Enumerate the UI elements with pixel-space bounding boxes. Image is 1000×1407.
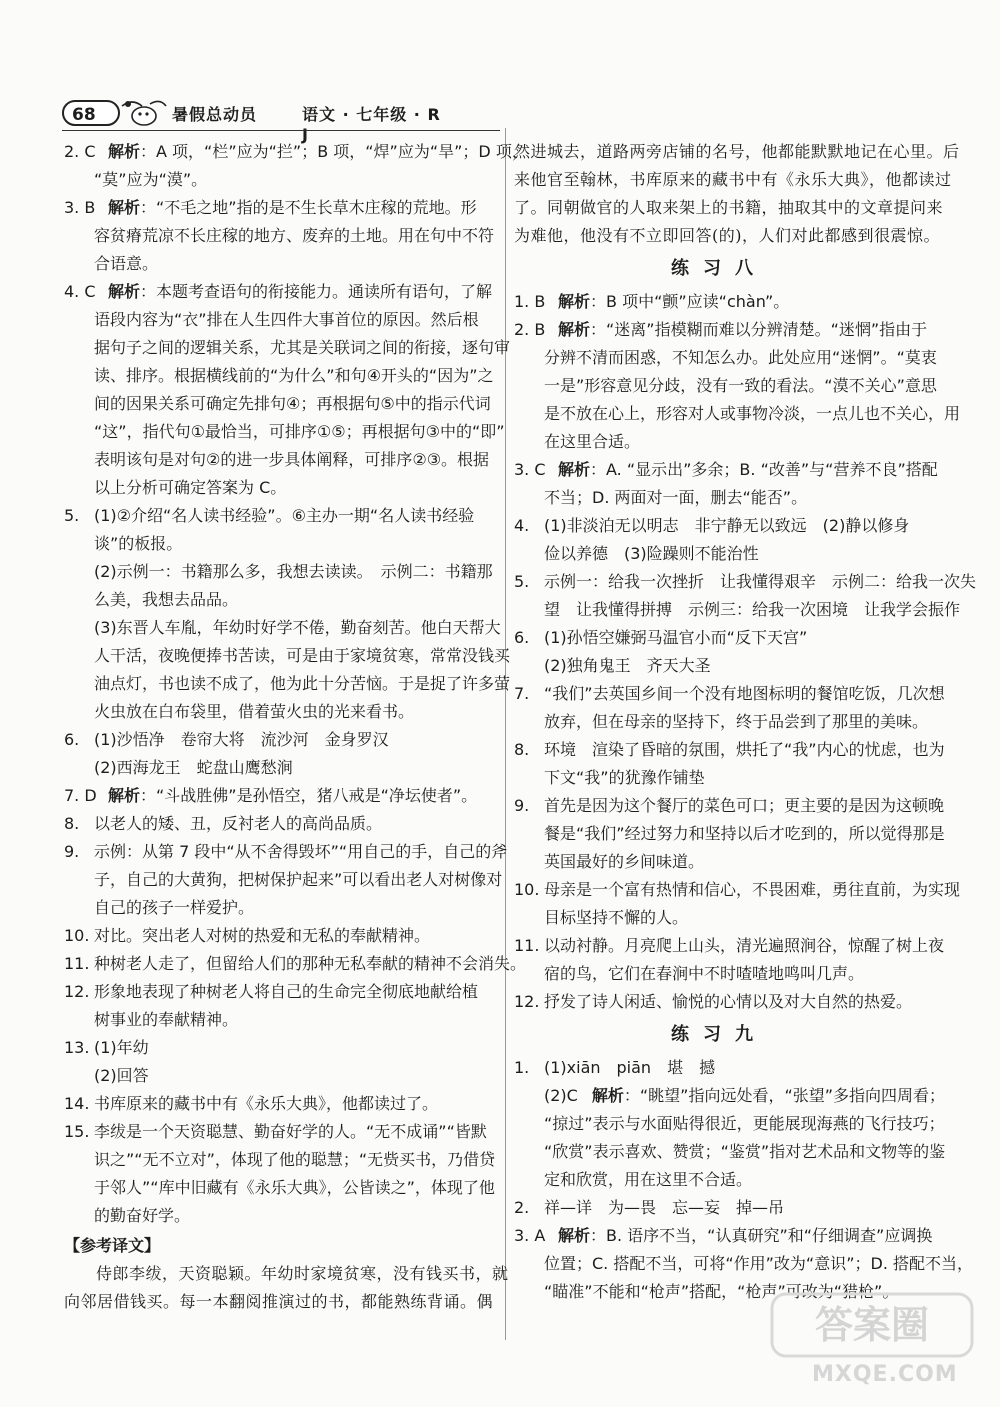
answer-text: 在这里合适。 bbox=[544, 432, 641, 451]
answer-item bbox=[514, 988, 924, 1016]
item-number: 9. bbox=[64, 842, 80, 861]
answer-text: 人干活，夜晚便捧书苦读，可是由于家境贫寒，常常没钱买 bbox=[94, 646, 511, 665]
item-number: 7. D bbox=[64, 786, 97, 805]
answer-text: (1)年幼 bbox=[94, 1038, 149, 1057]
reference-translation bbox=[64, 1260, 509, 1316]
answer-text: (2)回答 bbox=[94, 1066, 149, 1085]
answer-text: ：“迷离”指模糊而难以分辨清楚。“迷惘”指由于 bbox=[590, 320, 928, 339]
answer-text: ：A. “显示出”多余；B. “改善”与“营养不良”搭配 bbox=[590, 460, 938, 479]
page-header bbox=[62, 96, 452, 144]
analysis-label: 解析 bbox=[108, 142, 141, 161]
answer-text: 子，自己的大黄狗，把树保护起来”可以看出老人对树像对 bbox=[94, 870, 503, 889]
answer-text: 表明该句是对句②的进一步具体阐释，可排序②③。根据 bbox=[94, 450, 490, 469]
item-number: 13. bbox=[64, 1038, 90, 1057]
answer-text: 的勤奋好学。 bbox=[94, 1206, 191, 1225]
analysis-label: 解析 bbox=[108, 786, 141, 805]
answer-text: “欣赏”表示喜欢、赞赏；“鉴赏”指对艺术品和文物等的鉴 bbox=[544, 1142, 946, 1161]
answer-text: 母亲是一个富有热情和信心，不畏困难，勇往直前，为实现 bbox=[544, 880, 961, 899]
reference-translation-title: 【参考译文】 bbox=[64, 1236, 161, 1255]
answer-text: ：B 项中“颤”应读“chàn”。 bbox=[590, 292, 790, 311]
translation-text: 然进城去，道路两旁店铺的名号，他都能默默地记在心里。后 bbox=[514, 142, 960, 161]
answer-text: (1)沙悟净 卷帘大将 流沙河 金身罗汉 bbox=[94, 730, 389, 749]
answer-text: 抒发了诗人闲适、愉悦的心情以及对大自然的热爱。 bbox=[544, 992, 913, 1011]
answer-text: (1)孙悟空嫌弼马温官小而“反下天宫” bbox=[544, 628, 808, 647]
answer-text: “莫”应为“漠”。 bbox=[94, 170, 208, 189]
answer-text: 书库原来的藏书中有《永乐大典》，他都读过了。 bbox=[94, 1094, 439, 1113]
translation-text: 为难他，他没有不立即回答(的)，人们对此都感到很震惊。 bbox=[514, 226, 940, 245]
header-rule bbox=[62, 130, 500, 131]
answer-item bbox=[64, 1118, 496, 1230]
item-number: 4. C bbox=[64, 282, 96, 301]
item-number: 8. bbox=[64, 814, 80, 833]
answer-text: 油点灯，书也读不成了，他为此十分苦恼。于是捉了许多萤 bbox=[94, 674, 511, 693]
answer-line bbox=[544, 456, 938, 484]
answer-text: 李绂是一个天资聪慧、勤奋好学的人。“无不成诵”“皆默 bbox=[94, 1122, 487, 1141]
answer-text: 读、排序。根据横线前的“为什么”和句④开头的“因为”之 bbox=[94, 366, 494, 385]
answer-text: 位置；C. 搭配不当，可将“作用”改为“意识”；D. 搭配不当， bbox=[544, 1254, 973, 1273]
analysis-label: 解析 bbox=[591, 1086, 624, 1105]
answer-text: (2)西海龙王 蛇盘山鹰愁涧 bbox=[94, 758, 293, 777]
answer-text: 不当；D. 两面对一面，删去“能否”。 bbox=[544, 488, 808, 507]
answer-item bbox=[64, 1034, 496, 1090]
item-number: 12. bbox=[514, 992, 540, 1011]
item-number: 8. bbox=[514, 740, 530, 759]
answer-item bbox=[64, 194, 496, 278]
answer-line bbox=[94, 194, 496, 222]
answer-item bbox=[514, 316, 961, 456]
answer-text: (1)xiān piān 堪 撼 bbox=[544, 1058, 716, 1077]
answer-item bbox=[64, 502, 511, 726]
item-number: 10. bbox=[514, 880, 540, 899]
item-number: 2. B bbox=[514, 320, 546, 339]
item-number: 11. bbox=[64, 954, 90, 973]
answer-text: 是不放在心上，形容对人或事物冷淡，一点儿也不关心，用 bbox=[544, 404, 961, 423]
answer-text: 目标坚持不懈的人。 bbox=[544, 908, 689, 927]
answer-text: 谈”的板报。 bbox=[94, 534, 183, 553]
answer-text: 英国最好的乡间味道。 bbox=[544, 852, 705, 871]
answer-item bbox=[64, 810, 496, 838]
answer-text: 首先是因为这个餐厅的菜色可口；更主要的是因为这顿晚 bbox=[544, 796, 945, 815]
answer-item bbox=[64, 726, 496, 782]
item-number: 5. bbox=[514, 572, 530, 591]
translation-text: 侍郎李绂，天资聪颖。年幼时家境贫寒，没有钱买书，就 bbox=[96, 1264, 509, 1283]
answer-text: 放弃，但在母亲的坚持下，终于品尝到了那里的美味。 bbox=[544, 712, 929, 731]
answer-item bbox=[64, 950, 527, 978]
answer-text: (3)东晋人车胤，年幼时好学不倦，勤奋刻苦。他白天帮大 bbox=[94, 618, 501, 637]
item-number: 1. bbox=[514, 1058, 530, 1077]
answer-text: 环境 渲染了昏暗的氛围，烘托了“我”内心的忧虑，也为 bbox=[544, 740, 945, 759]
watermark-logo-text: 答案圈 bbox=[814, 1303, 930, 1347]
answer-text: ：“不毛之地”指的是不生长草木庄稼的荒地。形 bbox=[140, 198, 477, 217]
item-number: 7. bbox=[514, 684, 530, 703]
reference-translation-continued bbox=[514, 138, 960, 250]
answer-text: 间的因果关系可确定先排句④；再根据句⑤中的指示代词 bbox=[94, 394, 491, 413]
analysis-label: 解析 bbox=[108, 282, 141, 301]
item-number: 3. A bbox=[514, 1226, 546, 1245]
answer-text: 示例：从第 7 段中“从不舍得毁坏”“用自己的手，自己的斧 bbox=[94, 842, 508, 861]
answer-text: “这”，指代句①最恰当，可排序①⑤；再根据句③中的“即” bbox=[94, 422, 505, 441]
answer-text: 合语意。 bbox=[94, 254, 159, 273]
answer-text: (2)C bbox=[544, 1086, 578, 1105]
answer-line bbox=[94, 138, 528, 166]
answer-item bbox=[514, 624, 924, 680]
item-number: 12. bbox=[64, 982, 90, 1001]
answer-text: “掠过”表示与水面贴得很近，更能展现海燕的飞行技巧； bbox=[544, 1114, 945, 1133]
answer-text: (2)独角鬼王 齐天大圣 bbox=[544, 656, 711, 675]
answer-text: 对比。突出老人对树的热爱和无私的奉献精神。 bbox=[94, 926, 431, 945]
answer-text: 一是”形容意见分歧，没有一致的看法。“漠不关心”意思 bbox=[544, 376, 937, 395]
answer-text: “瞄准”不能和“枪声”搭配，“枪声”可改为“猎枪”。 bbox=[544, 1282, 899, 1301]
answer-text: ：“斗战胜佛”是孙悟空，猪八戒是“净坛使者”。 bbox=[140, 786, 478, 805]
translation-text: 向邻居借钱买。每一本翻阅推演过的书，都能熟练背诵。偶 bbox=[64, 1292, 494, 1311]
item-number: 4. bbox=[514, 516, 530, 535]
answer-text: 以动衬静。月亮爬上山头，清光遍照涧谷，惊醒了树上夜 bbox=[544, 936, 945, 955]
answer-line bbox=[94, 782, 496, 810]
answer-text: 下文“我”的犹豫作铺垫 bbox=[544, 768, 705, 787]
answer-text: 祥—详 为—畏 忘—妄 掉—吊 bbox=[544, 1198, 785, 1217]
answer-line bbox=[544, 1222, 933, 1250]
answer-text: 形象地表现了种树老人将自己的生命完全彻底地献给植 bbox=[94, 982, 479, 1001]
answer-item bbox=[514, 876, 961, 932]
item-number: 3. C bbox=[514, 460, 546, 479]
answer-line bbox=[544, 316, 928, 344]
answer-text: (1)②介绍“名人读书经验”。⑥主办一期“名人读书经验 bbox=[94, 506, 475, 525]
translation-text: 来他官至翰林，书库原来的藏书中有《永乐大典》，他都读过 bbox=[514, 170, 952, 189]
answer-text: “我们”去英国乡间一个没有地图标明的餐馆吃饭，几次想 bbox=[544, 684, 945, 703]
answer-line bbox=[94, 278, 496, 306]
answer-text: ：B. 语序不当，“认真研究”和“仔细调查”应调换 bbox=[590, 1226, 933, 1245]
answer-item bbox=[64, 978, 496, 1034]
answer-text: 么美，我想去品品。 bbox=[94, 590, 239, 609]
answer-item bbox=[514, 792, 945, 876]
item-number: 10. bbox=[64, 926, 90, 945]
answer-text: 示例一：给我一次挫折 让我懂得艰辛 示例二：给我一次失 bbox=[544, 572, 977, 591]
answer-text: 种树老人走了，但留给人们的那种无私奉献的精神不会消失。 bbox=[94, 954, 527, 973]
analysis-label: 解析 bbox=[558, 1226, 591, 1245]
answer-text: 据句子之间的逻辑关系，尤其是关联词之间的衔接，逐句审 bbox=[94, 338, 511, 357]
answer-item bbox=[514, 1194, 924, 1222]
analysis-label: 解析 bbox=[558, 292, 591, 311]
analysis-label: 解析 bbox=[558, 460, 591, 479]
answer-item bbox=[514, 680, 945, 736]
answer-text: 火虫放在白布袋里，借着萤火虫的光来看书。 bbox=[94, 702, 415, 721]
answer-text: 定和欣赏，用在这里不合适。 bbox=[544, 1170, 753, 1189]
answer-item bbox=[514, 512, 924, 568]
item-number: 2. bbox=[514, 1198, 530, 1217]
answer-text: 餐是“我们”经过努力和坚持以后才吃到的，所以觉得那是 bbox=[544, 824, 945, 843]
answer-item bbox=[514, 736, 945, 792]
item-number: 3. B bbox=[64, 198, 96, 217]
answer-text: 以上分析可确定答案为 C。 bbox=[94, 478, 287, 497]
answer-item bbox=[514, 1054, 946, 1194]
section-title-exercise-9: 练习九 bbox=[671, 1024, 767, 1045]
answer-line bbox=[544, 1082, 946, 1110]
answer-text: 宿的鸟，它们在春涧中不时喳喳地鸣叫几声。 bbox=[544, 964, 865, 983]
answer-line bbox=[544, 288, 924, 316]
page-number: 68 bbox=[62, 100, 120, 126]
watermark-url: MXQE.COM bbox=[812, 1362, 958, 1387]
answer-item bbox=[64, 278, 511, 502]
item-number: 15. bbox=[64, 1122, 90, 1141]
book-name: 暑假总动员 bbox=[172, 105, 258, 124]
item-number: 9. bbox=[514, 796, 530, 815]
answer-text: ：A 项，“栏”应为“拦”；B 项，“焊”应为“旱”；D 项， bbox=[140, 142, 528, 161]
column-divider bbox=[505, 128, 506, 1340]
answer-text: ：本题考查语句的衔接能力。通读所有语句，了解 bbox=[140, 282, 493, 301]
answer-text: 俭以养德 (3)险躁则不能治性 bbox=[544, 544, 759, 563]
answer-text: 容贫瘠荒凉不长庄稼的地方、废弃的土地。用在句中不符 bbox=[94, 226, 495, 245]
mascot-icon bbox=[114, 96, 170, 130]
item-number: 6. bbox=[64, 730, 80, 749]
answer-item bbox=[514, 932, 945, 988]
left-column bbox=[64, 138, 528, 1316]
item-number: 11. bbox=[514, 936, 540, 955]
answer-item bbox=[514, 456, 938, 512]
section-title-exercise-8: 练习八 bbox=[671, 258, 767, 279]
analysis-label: 解析 bbox=[558, 320, 591, 339]
answer-item bbox=[64, 922, 496, 950]
analysis-label: 解析 bbox=[108, 198, 141, 217]
answer-item bbox=[64, 782, 496, 810]
answer-text: 以老人的矮、丑，反衬老人的高尚品质。 bbox=[94, 814, 383, 833]
subject-grade: 语文 · 七年级 · R J bbox=[302, 105, 441, 144]
answer-item bbox=[514, 568, 977, 624]
answer-item bbox=[514, 288, 924, 316]
answer-text: 于邻人”“库中旧藏有《永乐大典》，公皆读之”，体现了他 bbox=[94, 1178, 495, 1197]
item-number: 6. bbox=[514, 628, 530, 647]
answer-text: 分辨不清而困惑，不知怎么办。此处应用“迷惘”。“莫衷 bbox=[544, 348, 937, 367]
answer-text: 树事业的奉献精神。 bbox=[94, 1010, 239, 1029]
answer-item bbox=[64, 1090, 496, 1118]
right-column bbox=[514, 138, 977, 1306]
answer-text: 望 让我懂得拼搏 示例三：给我一次困境 让我学会振作 bbox=[544, 600, 961, 619]
answer-text: (1)非淡泊无以明志 非宁静无以致远 (2)静以修身 bbox=[544, 516, 910, 535]
item-number: 14. bbox=[64, 1094, 90, 1113]
answer-text: 语段内容为“衣”排在人生四件大事首位的原因。然后根 bbox=[94, 310, 479, 329]
answer-text: (2)示例一：书籍那么多，我想去读读。 示例二：书籍那 bbox=[94, 562, 493, 581]
answer-text: ：“眺望”指向远处看，“张望”多指向四周看； bbox=[623, 1086, 946, 1105]
answer-item bbox=[64, 138, 528, 194]
item-number: 5. bbox=[64, 506, 80, 525]
item-number: 2. C bbox=[64, 142, 96, 161]
answer-text: 识之”“无不立对”，体现了他的聪慧；“无赀买书，乃借贷 bbox=[94, 1150, 496, 1169]
item-number: 1. B bbox=[514, 292, 546, 311]
answer-item bbox=[64, 838, 508, 922]
translation-text: 了。同朝做官的人取来架上的书籍，抽取其中的文章提问来 bbox=[514, 198, 944, 217]
answer-text: 自己的孩子一样爱护。 bbox=[94, 898, 255, 917]
